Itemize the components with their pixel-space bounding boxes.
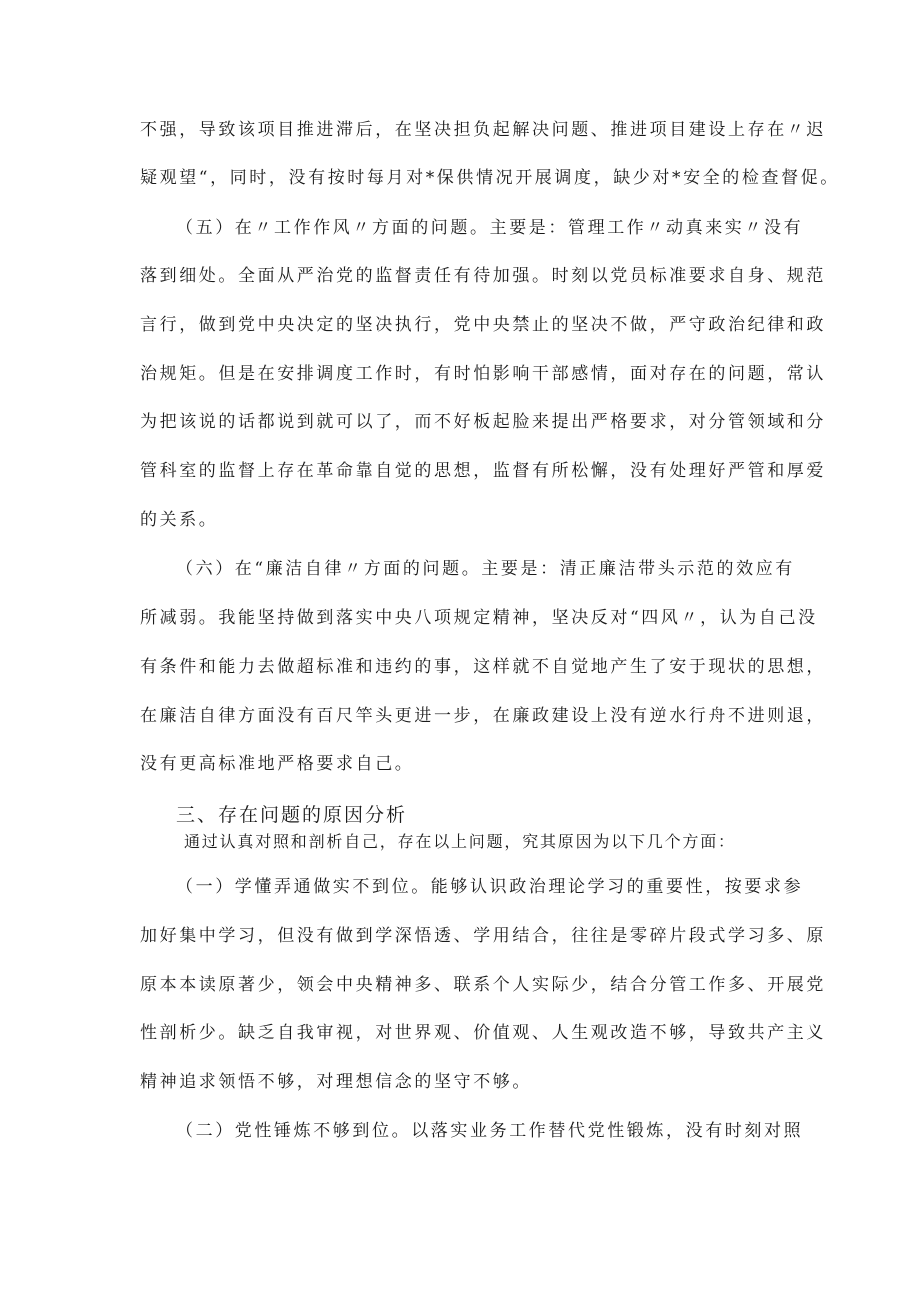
paragraph-six-heading-line: （六）在“廉洁自律〃方面的问题。主要是：清正廉洁带头示范的效应有	[176, 559, 795, 579]
body-text-line: 有条件和能力去做超标准和违约的事，这样就不自觉地产生了安于现状的思想，	[140, 657, 826, 677]
body-text-line: 性剖析少。缺乏自我审视，对世界观、价值观、人生观改造不够，导致共产主义	[140, 1023, 826, 1043]
body-text-line: 疑观望“，同时，没有按时每月对*保供情况开展调度，缺少对*安全的检查督促。	[140, 168, 840, 188]
body-text-line: 所减弱。我能坚持做到落实中央八项规定精神，坚决反对“四风〃，认为自己没	[140, 608, 818, 628]
body-text-line: 落到细处。全面从严治党的监督责任有待加强。时刻以党员标准要求自身、规范	[140, 266, 826, 286]
body-text-line: 为把该说的话都说到就可以了，而不好板起脸来提出严格要求，对分管领域和分	[140, 412, 826, 432]
paragraph-one-heading-line: （一）学懂弄通做实不到位。能够认识政治理论学习的重要性，按要求参	[176, 877, 804, 897]
paragraph-five-heading-line: （五）在〃工作作风〃方面的问题。主要是：管理工作〃动真来实〃没有	[176, 218, 804, 238]
body-text-line: 没有更高标准地严格要求自己。	[140, 754, 415, 774]
body-text-line: 精神追求领悟不够，对理想信念的坚守不够。	[140, 1072, 532, 1092]
body-text-line: 原本本读原著少，领会中央精神多、联系个人实际少，结合分管工作多、开展党	[140, 975, 826, 995]
section-three-lead: 通过认真对照和剖析自己，存在以上问题，究其原因为以下几个方面：	[184, 832, 736, 851]
paragraph-two-heading-line: （二）党性锤炼不够到位。以落实业务工作替代党性锻炼，没有时刻对照	[176, 1121, 804, 1141]
body-text-line: 管科室的监督上存在革命靠自觉的思想，监督有所松懈，没有处理好严管和厚爱	[140, 461, 826, 481]
body-text-line: 不强，导致该项目推进滞后，在坚决担负起解决问题、推进项目建设上存在〃迟	[140, 120, 826, 140]
body-text-line: 言行，做到党中央决定的坚决执行，党中央禁止的坚决不做，严守政治纪律和政	[140, 315, 826, 335]
body-text-line: 的关系。	[140, 510, 219, 530]
section-three-heading: 三、存在问题的原因分析	[176, 804, 408, 826]
body-text-line: 加好集中学习，但没有做到学深悟透、学用结合，往往是零碎片段式学习多、原	[140, 926, 826, 946]
body-text-line: 治规矩。但是在安排调度工作时，有时怕影响干部感情，面对存在的问题，常认	[140, 364, 826, 384]
body-text-line: 在廉洁自律方面没有百尺竿头更进一步，在廉政建设上没有逆水行舟不进则退，	[140, 706, 826, 726]
